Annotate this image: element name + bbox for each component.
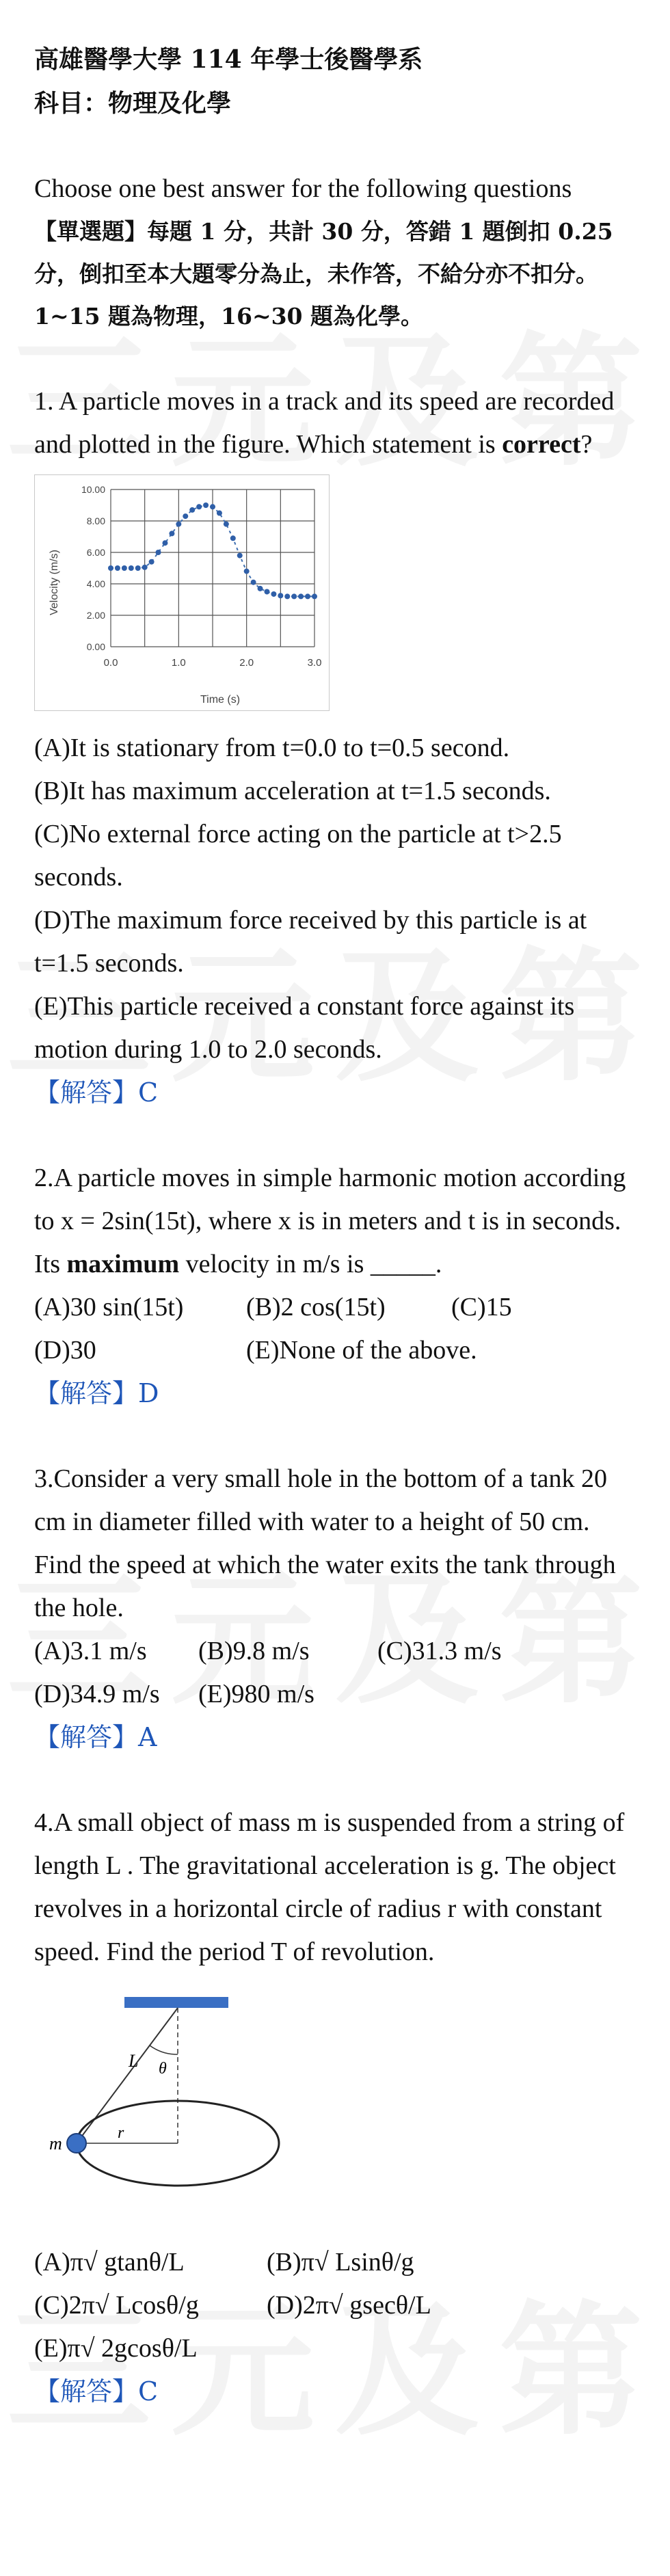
data-point	[169, 531, 174, 536]
q4-answer: 【解答】C	[34, 2376, 159, 2406]
data-point	[251, 580, 256, 585]
velocity-chart-svg	[34, 474, 330, 711]
subject-title: 科目：物理及化學	[34, 89, 232, 118]
instructions-en: Choose one best answer for the following questions	[34, 174, 572, 203]
q2-option-d[interactable]: (D)30	[34, 1336, 96, 1365]
data-point	[183, 513, 188, 519]
y-tick-label: 4.00	[86, 578, 105, 589]
q4-options-row-3	[34, 2327, 643, 2370]
q2-option-e[interactable]: (E)None of the above.	[246, 1336, 477, 1365]
data-point	[271, 591, 276, 597]
mass-bob	[67, 2134, 86, 2153]
q4-option-d[interactable]: (D)2π√ gsecθ/L	[267, 2291, 431, 2320]
q3-option-c[interactable]: (C)31.3 m/s	[377, 1637, 502, 1665]
data-point	[122, 565, 127, 571]
x-axis-label: Time (s)	[200, 694, 241, 706]
q4-options-row-2	[34, 2284, 643, 2327]
q3-option-d[interactable]: (D)34.9 m/s	[34, 1680, 160, 1708]
ceiling-support	[124, 1997, 228, 2008]
angle-arc	[150, 2045, 178, 2054]
mass-label: m	[49, 2134, 62, 2154]
exam-page	[34, 38, 643, 2413]
conical-pendulum-svg	[34, 1993, 294, 2225]
q3-option-e[interactable]: (E)980 m/s	[198, 1680, 314, 1708]
data-point	[217, 511, 222, 516]
conical-pendulum-figure	[34, 1993, 643, 2229]
question-4-stem: 4.A small object of mass m is suspended from a string of length L . The gravitational acceleration is g. The object revolves in a horizontal circle of radius r with constant speed. Find the period T of revolution.	[34, 1808, 625, 1966]
q1-option-e[interactable]: (E)This particle received a constant force against its motion during 1.0 to 2.0 seconds.	[34, 992, 575, 1064]
data-point	[156, 550, 161, 555]
y-axis-label: Velocity (m/s)	[49, 549, 60, 616]
x-tick-label: 0.0	[103, 657, 118, 669]
q1-option-b[interactable]: (B)It has maximum acceleration at t=1.5 seconds.	[34, 777, 551, 805]
x-tick-label: 3.0	[307, 657, 322, 669]
x-tick-label: 1.0	[171, 657, 186, 669]
velocity-chart	[34, 474, 643, 714]
q3-option-b[interactable]: (B)9.8 m/s	[198, 1637, 310, 1665]
data-point	[115, 565, 120, 571]
radius-label: r	[118, 2124, 124, 2142]
question-2-stem: 2.A particle moves in simple harmonic motion according to x = 2sin(15t), where x is in meters and t is in seconds. Its maximum velocity in m/s is _____.	[34, 1164, 626, 1278]
q1-option-c[interactable]: (C)No external force acting on the particle at t>2.5 seconds.	[34, 820, 562, 891]
q4-option-e[interactable]: (E)π√ 2gcosθ/L	[34, 2334, 198, 2363]
data-point	[298, 593, 304, 599]
instructions-zh: 【單選題】每題 1 分，共計 30 分，答錯 1 題倒扣 0.25 分，倒扣至本大題零分為止，未作答，不給分亦不扣分。1~15 題為物理，16~30 題為化學。	[34, 218, 613, 330]
q2-option-b[interactable]: (B)2 cos(15t)	[246, 1293, 386, 1321]
q4-options-row-1	[34, 2241, 643, 2284]
q3-option-a[interactable]: (A)3.1 m/s	[34, 1637, 147, 1665]
data-point	[129, 565, 134, 571]
q2-option-a[interactable]: (A)30 sin(15t)	[34, 1293, 184, 1321]
theta-label: θ	[159, 2060, 167, 2078]
data-point	[149, 559, 155, 565]
data-point	[312, 593, 317, 599]
data-point	[224, 522, 229, 527]
data-point	[203, 502, 209, 508]
q2-options-row-1	[34, 1286, 643, 1329]
school-title: 高雄醫學大學 114 年學士後醫學系	[34, 45, 423, 74]
y-tick-label: 0.00	[86, 641, 105, 652]
data-point	[176, 522, 181, 527]
q3-options-row-1	[34, 1630, 643, 1673]
data-point	[278, 593, 283, 598]
q1-option-d[interactable]: (D)The maximum force received by this particle is at t=1.5 seconds.	[34, 906, 587, 978]
y-tick-label: 2.00	[86, 610, 105, 621]
q4-option-c[interactable]: (C)2π√ Lcosθ/g	[34, 2291, 199, 2320]
data-point	[142, 565, 148, 570]
q2-option-c[interactable]: (C)15	[451, 1293, 512, 1321]
q1-answer: 【解答】C	[34, 1077, 159, 1108]
data-point	[135, 565, 141, 571]
data-point	[108, 565, 113, 571]
y-tick-label: 8.00	[86, 515, 105, 526]
y-tick-label: 10.00	[81, 484, 105, 495]
x-tick-label: 2.0	[239, 657, 254, 669]
q1-option-a[interactable]: (A)It is stationary from t=0.0 to t=0.5 second.	[34, 734, 510, 762]
q4-option-a[interactable]: (A)π√ gtanθ/L	[34, 2248, 185, 2277]
chart-frame	[34, 474, 330, 711]
q2-answer: 【解答】D	[34, 1378, 159, 1408]
question-1-stem: 1. A particle moves in a track and its speed are recorded and plotted in the figure. Which statement is correct?	[34, 387, 615, 459]
data-point	[237, 553, 243, 559]
data-point	[284, 593, 290, 599]
data-point	[196, 504, 202, 509]
data-point	[244, 569, 250, 574]
y-tick-label: 6.00	[86, 547, 105, 558]
data-point	[264, 589, 269, 595]
q2-options-row-2	[34, 1329, 643, 1372]
data-point	[210, 504, 215, 509]
question-3-stem: 3.Consider a very small hole in the bottom of a tank 20 cm in diameter filled with water to a height of 50 cm. Find the speed at which the water exits the tank through the hole.	[34, 1464, 616, 1622]
data-point	[305, 593, 310, 599]
q3-answer: 【解答】A	[34, 1722, 157, 1752]
q3-options-row-2	[34, 1673, 643, 1716]
data-point	[189, 507, 195, 513]
data-point	[258, 586, 263, 591]
data-point	[162, 540, 168, 546]
q4-option-b[interactable]: (B)π√ Lsinθ/g	[267, 2248, 414, 2277]
data-point	[230, 535, 236, 541]
length-label: L	[129, 2051, 139, 2071]
data-point	[291, 593, 297, 599]
